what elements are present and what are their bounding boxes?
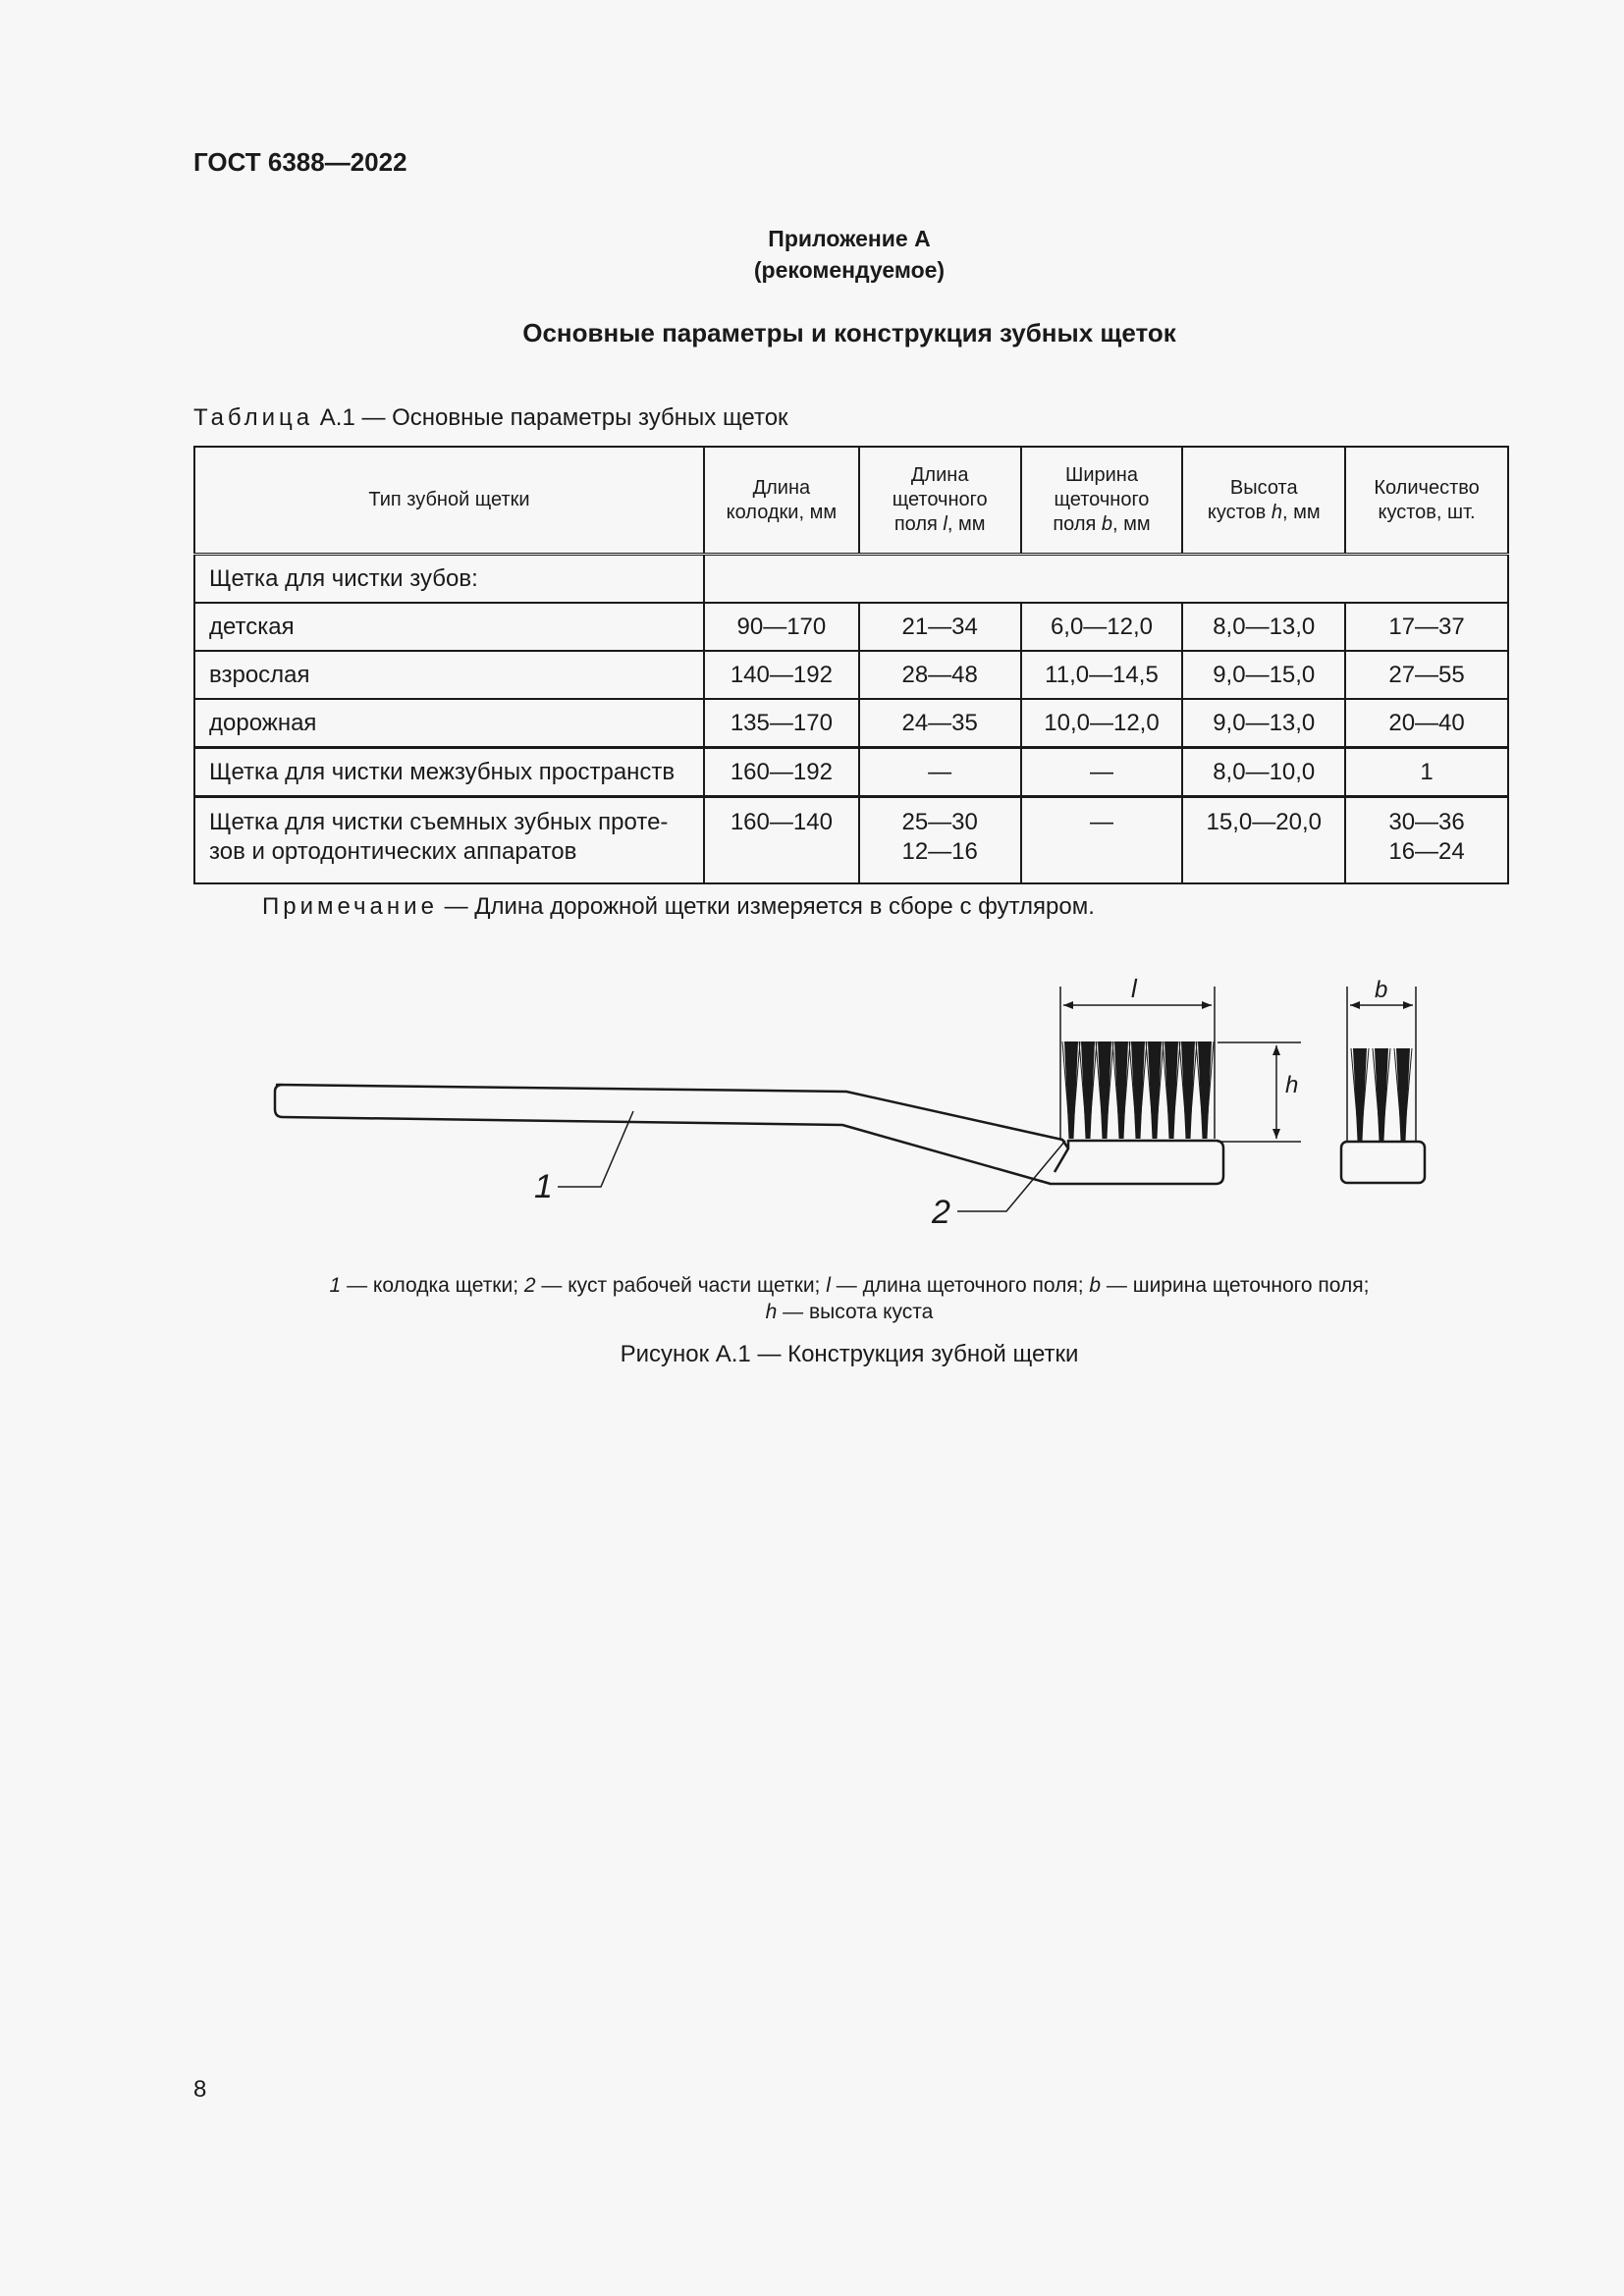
cell-length: 90—170 [704, 603, 859, 651]
note-label: Примечание [262, 893, 438, 920]
page-number: 8 [193, 2076, 207, 2103]
callout-2-label: 2 [932, 1194, 950, 1231]
cell-field-length: 24—35 [859, 699, 1021, 748]
table-caption-prefix: Таблица [193, 404, 314, 431]
cell-field-length: — [859, 748, 1021, 797]
toothbrush-handle [275, 1085, 1223, 1184]
cell-count: 20—40 [1345, 699, 1508, 748]
appendix-heading: Основные параметры и конструкция зубных щеток [522, 318, 1176, 347]
header-length: Длина колодки, мм [704, 447, 859, 555]
cell-height: 15,0—20,0 [1182, 797, 1345, 884]
cell-type: взрослая [194, 651, 704, 699]
cell-count: 30—36 16—24 [1345, 797, 1508, 884]
cell-field-width: 10,0—12,0 [1021, 699, 1183, 748]
appendix-status: (рекомендуемое) [753, 257, 946, 283]
dimension-l-label: l [1131, 974, 1137, 1003]
callout-1-label: 1 [534, 1168, 553, 1205]
document-code: ГОСТ 6388—2022 [193, 147, 407, 177]
cell-type: Щетка для чистки съемных зубных проте- зов и ортодонтических аппаратов [194, 797, 704, 884]
cell-field-width: 11,0—14,5 [1021, 651, 1183, 699]
cell-length: 160—192 [704, 748, 859, 797]
cell-length: 135—170 [704, 699, 859, 748]
cell-count: 27—55 [1345, 651, 1508, 699]
cell-height: 9,0—15,0 [1182, 651, 1345, 699]
header-type: Тип зубной щетки [194, 447, 704, 555]
header-field-width: Ширина щеточного поля b, мм [1021, 447, 1183, 555]
cell-type: детская [194, 603, 704, 651]
cell-field-width: 6,0—12,0 [1021, 603, 1183, 651]
header-field-length: Длина щеточного поля l, мм [859, 447, 1021, 555]
cell-field-length: 21—34 [859, 603, 1021, 651]
dimension-b-label: b [1375, 977, 1388, 1003]
cell-height: 8,0—10,0 [1182, 748, 1345, 797]
note-text: — Длина дорожной щетки измеряется в сборе с футляром. [437, 893, 1095, 920]
callout-2-leader [957, 1141, 1065, 1211]
group-label: Щетка для чистки зубов: [194, 555, 704, 604]
cell-length: 160—140 [704, 797, 859, 884]
header-count: Количество кустов, шт. [1345, 447, 1508, 555]
cell-count: 1 [1345, 748, 1508, 797]
cell-height: 9,0—13,0 [1182, 699, 1345, 748]
bristle-tufts-side [1062, 1041, 1214, 1139]
figure-legend: 1 — колодка щетки; 2 — куст рабочей части щетки; l — длина щеточного поля; b — ширина щеточного поля; h — высота куста [329, 1274, 1370, 1324]
bristle-tufts-end [1351, 1048, 1412, 1141]
brush-head-end-view [1341, 1142, 1425, 1183]
cell-field-length: 25—30 12—16 [859, 797, 1021, 884]
appendix-title: Приложение А [768, 226, 931, 251]
cell-field-length: 28—48 [859, 651, 1021, 699]
cell-length: 140—192 [704, 651, 859, 699]
cell-type: дорожная [194, 699, 704, 748]
cell-height: 8,0—13,0 [1182, 603, 1345, 651]
dimension-h-label: h [1285, 1072, 1299, 1098]
header-height: Высота кустов h, мм [1182, 447, 1345, 555]
cell-field-width: — [1021, 748, 1183, 797]
figure-caption: Рисунок А.1 — Конструкция зубной щетки [620, 1341, 1079, 1367]
cell-field-width: — [1021, 797, 1183, 884]
cell-count: 17—37 [1345, 603, 1508, 651]
table-caption-text: А.1 — Основные параметры зубных щеток [313, 404, 788, 431]
cell-type: Щетка для чистки межзубных пространств [194, 748, 704, 797]
